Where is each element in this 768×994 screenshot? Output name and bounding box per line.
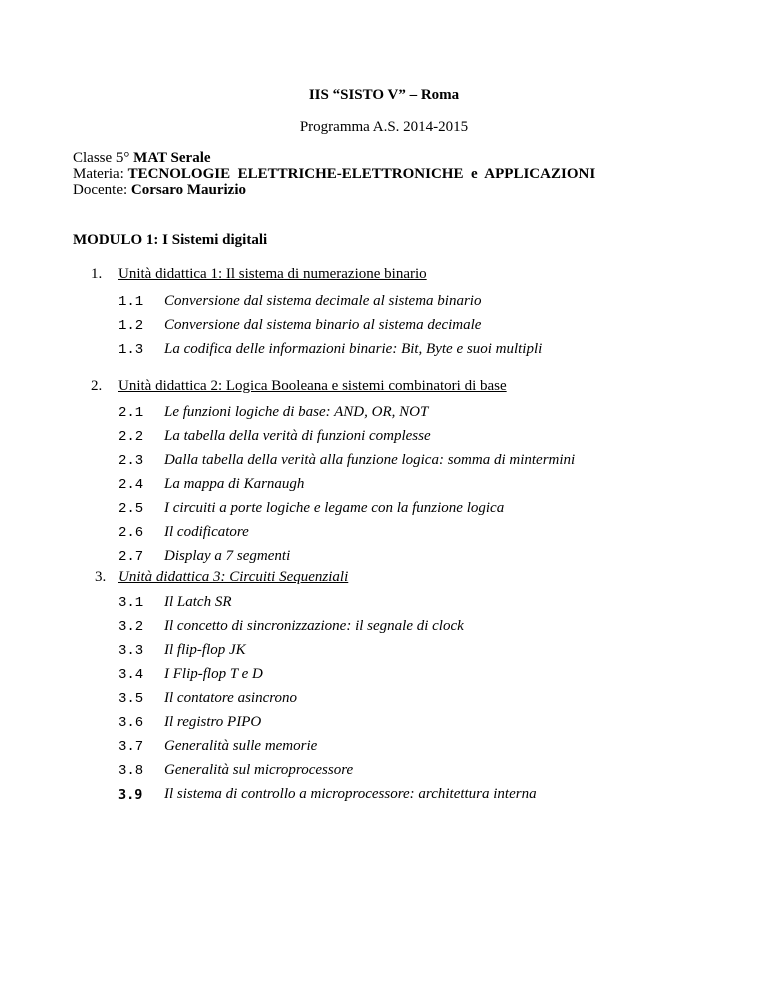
item-text: La mappa di Karnaugh [164,476,305,492]
item-text: I Flip-flop T e D [164,666,263,682]
teacher-value: Corsaro Maurizio [130,182,247,198]
item-number: 3.4 [118,667,144,683]
item-number: 3.7 [118,739,144,755]
item-text: Il concetto di sincronizzazione: il segnale di clock [164,618,464,634]
class-line [73,150,211,167]
subject-label: Materia: [73,166,128,182]
unit-title: Unità didattica 1: Il sistema di numerazione binario [118,266,427,282]
item-text: Conversione dal sistema binario al sistema decimale [164,317,482,333]
item-text: Il contatore asincrono [164,690,298,706]
item-number: 3.6 [118,715,144,731]
program-year: Programma A.S. 2014-2015 [299,119,469,135]
item-number: 3.1 [118,595,144,611]
item-text: Il Latch SR [164,594,232,610]
item-number: 1.3 [118,342,144,358]
item-text: Il registro PIPO [164,714,262,730]
module-title: MODULO 1: I Sistemi digitali [73,232,268,248]
item-text: Il flip-flop JK [164,642,246,658]
item-number: 2.2 [118,429,144,445]
unit-number: 2. [91,378,103,394]
item-text: Generalità sul microprocessore [164,762,354,778]
teacher-label: Docente: [73,182,131,198]
item-text: Display a 7 segmenti [164,548,291,564]
item-text: La codifica delle informazioni binarie: Bit, Byte e suoi multipli [164,341,543,357]
item-text: Le funzioni logiche di base: AND, OR, NOT [164,404,429,420]
item-number: 2.5 [118,501,144,517]
subject-line [73,166,595,183]
item-number: 1.1 [118,294,144,310]
unit-number: 3. [95,569,107,585]
unit-title: Unità didattica 3: Circuiti Sequenziali [118,569,349,585]
item-number: 1.2 [118,318,144,334]
unit-title: Unità didattica 2: Logica Booleana e sistemi combinatori di base [118,378,507,394]
item-number: 2.1 [118,405,144,421]
item-text: Il codificatore [164,524,249,540]
item-text: Dalla tabella della verità alla funzione logica: somma di mintermini [164,452,576,468]
item-text: Il sistema di controllo a microprocessore: architettura interna [164,786,537,802]
item-number: 3.8 [118,763,144,779]
item-text: Conversione dal sistema decimale al sistema binario [164,293,482,309]
item-text: La tabella della verità di funzioni complesse [164,428,431,444]
school-title: IIS “SISTO V” – Roma [308,87,460,103]
item-text: I circuiti a porte logiche e legame con la funzione logica [164,500,505,516]
item-text: Generalità sulle memorie [164,738,318,754]
item-number: 3.3 [118,643,144,659]
item-number: 2.6 [118,525,144,541]
item-number: 3.2 [118,619,144,635]
item-number: 3.5 [118,691,144,707]
item-number: 2.3 [118,453,144,469]
item-number: 3.9 [118,787,143,803]
unit-number: 1. [91,266,103,282]
item-number: 2.7 [118,549,144,565]
class-value: MAT Serale [133,150,211,166]
class-label: Classe 5° [73,150,134,166]
teacher-line [73,182,246,199]
item-number: 2.4 [118,477,144,493]
subject-value: TECNOLOGIE ELETTRICHE-ELETTRONICHE e APPLICAZIONI [127,166,596,182]
